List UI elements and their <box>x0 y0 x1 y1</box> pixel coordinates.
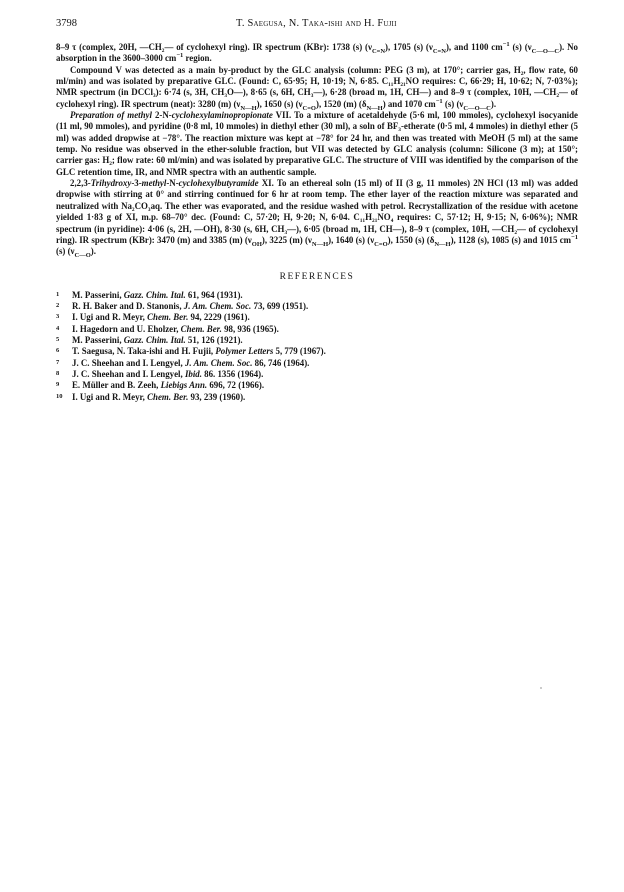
reference-volume: 98 <box>224 323 233 334</box>
reference-journal: Polymer Letters <box>215 346 274 357</box>
reference-authors: I. Ugi and R. Meyr, <box>72 312 148 323</box>
reference-volume: 696 <box>209 380 223 391</box>
reference-item <box>56 324 578 335</box>
text-run: ), 1520 (m) (δ <box>315 98 367 109</box>
reference-number: 9 <box>56 381 60 389</box>
reference-number: 1 <box>56 290 60 298</box>
reference-volume: 5 <box>275 346 280 357</box>
reference-list <box>56 290 578 403</box>
reference-number: 2 <box>56 301 60 309</box>
reference-pages-year: , 72 (1966). <box>222 380 265 391</box>
text-run: C—O <box>74 251 91 259</box>
text-run: ), 1550 (s) (δ <box>387 234 435 245</box>
reference-item <box>56 380 578 391</box>
text-run: 8–9 τ (complex, 20H, —CH₂— of cyclohexyl ring). IR spectrum (KBr): 1738 (s) (ν <box>56 42 372 52</box>
reference-pages-year: , 936 (1965). <box>232 323 279 334</box>
text-run: C=O <box>302 104 316 112</box>
running-head <box>56 18 578 34</box>
reference-pages-year: , 239 (1960). <box>199 391 246 402</box>
reference-text <box>72 380 264 391</box>
text-run: 2-N- <box>154 110 172 121</box>
reference-item <box>56 301 578 312</box>
text-run: ), 1128 (s), 1085 (s) and 1015 cm <box>450 234 572 245</box>
text-run: N—H <box>240 104 257 112</box>
text-run: ). No absorption in the 3600–3000 cm <box>56 42 578 64</box>
reference-number: 7 <box>56 358 60 366</box>
reference-journal: J. Am. Chem. Soc. <box>184 357 253 368</box>
text-run: C—O—C <box>531 47 560 55</box>
text-run: −1 <box>176 52 184 60</box>
text-run: Compound V was detected as a main by-product by the GLC analysis (column: PEG (3 m), at 170°; carrier gas, H₂, flow rate, 60 ml/min) and was isolated by preparative GLC. (Found: C, 65·95; H, 10·19; N, 6·85. C₁₁H₂₁NO requires: C, 66·29; H, 10·62; N, 7·03%); NMR spectrum (in DCCl₃): 6·74 (s, 3H, CH₃O—), 8·65 (s, 6H, CH₃—), 6·28 (broad m, 1H, CH—) and 8–9 τ (complex, 10H, —CH₂— of cyclohexyl ring). IR spectrum (neat): 3280 (m) (ν <box>56 64 578 109</box>
reference-journal: J. Am. Chem. Soc. <box>183 300 252 311</box>
reference-journal: Chem. Ber. <box>147 391 189 402</box>
reference-pages-year: . 1356 (1964). <box>213 368 264 379</box>
reference-authors: T. Saegusa, N. Taka-ishi and H. Fujii, <box>72 346 216 357</box>
text-run: C—O—C <box>463 104 491 112</box>
reference-volume: 94 <box>190 312 200 323</box>
reference-authors: R. H. Baker and D. Stanonis, <box>72 300 184 311</box>
text-run: -N- <box>166 178 179 189</box>
paragraph-p1 <box>56 42 578 65</box>
text-run: region. <box>183 53 212 64</box>
text-run: ), 1640 (s) (ν <box>328 234 375 245</box>
reference-volume: 51 <box>187 334 197 345</box>
reference-authors: M. Passerini, <box>72 334 124 345</box>
reference-item <box>56 290 578 301</box>
reference-number: 6 <box>56 347 60 355</box>
reference-journal: Gazz. Chim. Ital. <box>123 334 186 345</box>
reference-authors: I. Hagedorn and U. Eholzer, <box>72 323 181 334</box>
text-run: N—H <box>311 240 329 248</box>
text-run: XI. To an ethereal soln (15 ml) of II (3 g, 11 mmoles) 2N HCl (13 ml) was added dropwise with stirring at 0° and stirring continued for 6 hr at room temp. The ether layer of the reaction mixture was separated and neutralized with Na₂CO₃aq. The ether was evaporated, and the residue washed with petrol. Recrystallization of the residue with acetone yielded 1·83 g of XI, m.p. 68–70° dec. (Found: C, 57·20; H, 9·20; N, 6·04. C₁₁H₂₁NO₄ requires: C, 57·12; H, 9·15; N, 6·06%); NMR spectrum (in pyridine): 4·06 (s, 2H, —OH), 8·30 (s, 6H, CH₃—), 6·05 (broad m, 1H, CH—), 8–9 τ (complex, 10H, —CH₂— of cyclohexyl ring). IR spectrum (KBr): 3470 (m) and 3385 (m) (ν <box>56 178 578 245</box>
text-run: ), 1705 (s) (ν <box>385 42 433 52</box>
reference-item <box>56 312 578 323</box>
text-run: −1 <box>435 97 443 105</box>
reference-number: 4 <box>56 324 60 332</box>
reference-journal: Chem. Ber. <box>147 312 189 323</box>
reference-text <box>72 324 279 335</box>
reference-text <box>72 346 326 357</box>
text-run: cyclohexylaminopropionate <box>171 110 273 121</box>
reference-authors: I. Ugi and R. Meyr, <box>72 391 148 402</box>
text-run: ), 3225 (m) (ν <box>261 234 312 245</box>
paragraph-p3 <box>56 110 578 178</box>
text-run: −1 <box>502 41 510 49</box>
reference-number: 3 <box>56 313 60 321</box>
text-run: C=O <box>374 240 388 248</box>
reference-pages-year: , 126 (1921). <box>196 334 243 345</box>
running-head-authors: T. Saegusa, N. Taka-ishi and H. Fujii <box>236 18 397 29</box>
reference-journal: Liebigs Ann. <box>160 380 208 391</box>
text-run: Preparation of methyl <box>70 110 155 121</box>
reference-item <box>56 392 578 403</box>
reference-authors: E. Müller and B. Zeeh, <box>72 380 161 391</box>
reference-volume: 86 <box>254 357 264 368</box>
reference-text <box>72 358 309 369</box>
reference-pages-year: , 699 (1951). <box>262 300 309 311</box>
reference-authors: J. C. Sheehan and I. Lengyel, <box>72 368 185 379</box>
reference-item <box>56 369 578 380</box>
text-run: ), 1650 (s) (ν <box>256 98 303 109</box>
reference-number: 10 <box>56 392 63 400</box>
reference-text <box>72 369 263 380</box>
text-run: ). <box>490 98 497 109</box>
text-run: N—H <box>434 240 451 248</box>
text-run: (s) (ν <box>442 98 464 109</box>
reference-journal: Gazz. Chim. Ital. <box>123 289 186 300</box>
text-run: −1 <box>571 233 578 241</box>
text-run: 2,2,3- <box>70 178 91 189</box>
text-run: VII. To a mixture of acetaldehyde (5·6 ml, 100 mmoles), cyclohexyl isocyanide (11 ml, 90 mmoles), and pyridine (0·8 ml, 10 mmoles) in diethyl ether (30 ml), a soln of BF₃-etherate (0·5 ml, 4 mmoles) in diethyl ether (5 ml) was added dropwise at −78°. The reaction mixture was kept at −78° for 24 hr, and then was treated with MeOH (5 ml) at the same temp. No residue was observed in the ether-soluble fraction, but VII was detected by GLC analysis (column: Silicone (3 m); at 150°; carrier gas: H₂; flow rate: 60 ml/min) and was isolated by preparative GLC. The structure of VIII was identified by the comparison of the GLC retention time, IR, and NMR spectra with an authentic sample. <box>56 110 578 177</box>
body-text <box>56 42 578 258</box>
text-run: -3- <box>131 178 142 189</box>
reference-text <box>72 312 250 323</box>
reference-text <box>72 335 243 346</box>
reference-volume: 86 <box>204 368 214 379</box>
paragraph-p2 <box>56 65 578 110</box>
reference-journal: Ibid. <box>184 368 202 379</box>
text-run: ). <box>90 246 96 257</box>
reference-text <box>72 301 308 312</box>
text-run: methyl <box>141 178 167 189</box>
reference-number: 5 <box>56 335 60 343</box>
paper-page <box>56 18 578 403</box>
page-number: 3798 <box>56 18 77 29</box>
reference-item <box>56 358 578 369</box>
text-run: ), and 1100 cm <box>445 42 503 52</box>
references-heading: REFERENCES <box>279 271 355 282</box>
reference-authors: J. C. Sheehan and I. Lengyel, <box>72 357 185 368</box>
reference-pages-year: , 964 (1931). <box>196 289 243 300</box>
text-run: OH <box>251 240 262 248</box>
reference-pages-year: , 779 (1967). <box>279 346 326 357</box>
reference-authors: M. Passerini, <box>72 289 124 300</box>
reference-item <box>56 335 578 346</box>
reference-volume: 93 <box>190 391 200 402</box>
text-run: C=N <box>371 47 386 55</box>
text-run: C=N <box>432 47 446 55</box>
text-run: ) and 1070 cm <box>382 98 436 109</box>
reference-number: 8 <box>56 369 60 377</box>
text-run: (s) (ν <box>509 42 532 52</box>
scan-speck <box>540 687 542 689</box>
reference-pages-year: , 746 (1964). <box>263 357 310 368</box>
text-run: (s) (ν <box>56 246 75 257</box>
reference-journal: Chem. Ber. <box>180 323 222 334</box>
reference-text <box>72 290 243 301</box>
reference-item <box>56 346 578 357</box>
reference-pages-year: , 2229 (1961). <box>199 312 250 323</box>
text-run: N—H <box>366 104 383 112</box>
text-run: cyclohexylbutyramide <box>178 178 259 189</box>
paragraph-p4 <box>56 178 578 257</box>
reference-volume: 61 <box>187 289 197 300</box>
reference-text <box>72 392 245 403</box>
reference-volume: 73 <box>253 300 263 311</box>
text-run: Trihydroxy <box>90 178 132 189</box>
